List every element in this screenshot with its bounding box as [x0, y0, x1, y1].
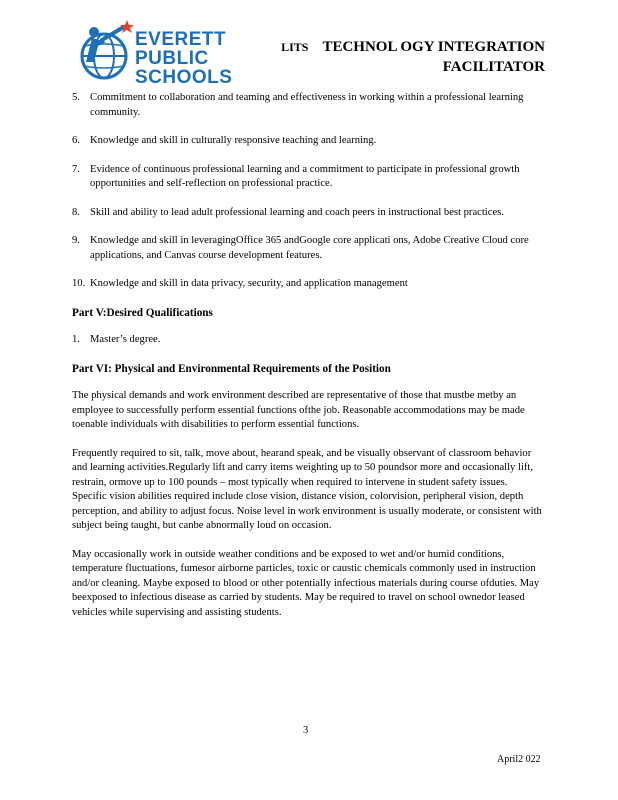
list-text: Knowledge and skill in culturally responsive teaching and learning. — [90, 135, 377, 146]
document-body — [72, 91, 544, 634]
list-text: Skill and ability to lead adult professional learning and coach peers in instructional best practices. — [90, 206, 504, 218]
list-text: Master’s degree. — [90, 334, 161, 345]
list-item — [72, 206, 544, 221]
list-number: 9. — [72, 235, 80, 246]
list-number: 8. — [72, 206, 80, 218]
list-number: 1. — [72, 334, 80, 345]
list-item — [72, 163, 544, 192]
list-number: 5. — [72, 92, 80, 103]
paragraph: The physical demands and work environment described are representative of those that mustbe metby an employee to successfully perform essential functions ofthe job. Reasonable accommodations may be made toenable individuals with disabilities to perform essential functions. — [72, 390, 525, 430]
list-item — [72, 277, 544, 292]
logo-line-public: PUBLIC — [135, 48, 209, 69]
logo-line-schools: SCHOOLS — [135, 67, 233, 88]
logo-wordmark — [135, 30, 232, 87]
logo-line-everett: EVERETT — [135, 29, 227, 50]
section-heading-part-5: Part V:Desired Qualifications — [72, 306, 213, 319]
list-item — [72, 333, 544, 348]
list-number: 7. — [72, 163, 80, 175]
title-line-1: TECHNOL OGY INTEGRATION — [322, 39, 545, 55]
list-text: Knowledge and skill in leveragingOffice 365 andGoogle core applicati ons, Adobe Creative Cloud core applications, and Canvas course development features. — [90, 235, 529, 261]
title-line-2: FACILITATOR — [442, 59, 545, 75]
list-item — [72, 134, 544, 149]
list-number: 10. — [72, 278, 86, 289]
paragraph: Frequently required to sit, talk, move about, hearand speak, and be visually observant of classroom behavior and learning activities.Regularly lift and carry items weighting up to 50 poundsor more and occasionally lift, restrain, ormove up to 100 pounds – most typically when required to intervene in student safety issues. Specific vision abilities required include close vision, distance vision, colorvision, peripheral vision, depth perception, and ability to adjust focus. Noise level in work environment is usually moderate, or consistent with subject being taught, but canbe abnormally loud on occasion. — [72, 447, 542, 531]
list-text: Knowledge and skill in data privacy, security, and application management — [90, 278, 408, 289]
revision-date: April2 022 — [497, 754, 541, 765]
document-title — [281, 37, 545, 77]
list-number: 6. — [72, 135, 80, 146]
paragraph: May occasionally work in outside weather conditions and be exposed to wet and/or humid conditions, temperature fluctuations, fumesor airborne particles, toxic or caustic chemicals commonly used in instruction and/or cleaning. Maybe exposed to blood or other potentially infectious materials during course ofduties. May beexposed to infectious disease as carried by students. May be required to travel on school ownedor leased vehicles while supervising and assisting students. — [72, 548, 540, 618]
list-item — [72, 91, 544, 120]
school-logo — [72, 16, 242, 86]
list-text: Commitment to collaboration and teaming and effectiveness in working within a professional learning community. — [90, 92, 524, 118]
globe-figure-icon — [72, 16, 142, 86]
department-code: LITS — [281, 40, 309, 54]
list-text: Evidence of continuous professional learning and a commitment to participate in professional growth opportunities and self-reflection on professional practice. — [90, 163, 520, 189]
page-number: 3 — [303, 725, 309, 736]
list-item — [72, 234, 544, 263]
section-heading-part-6: Part VI: Physical and Environmental Requirements of the Position — [72, 362, 391, 375]
